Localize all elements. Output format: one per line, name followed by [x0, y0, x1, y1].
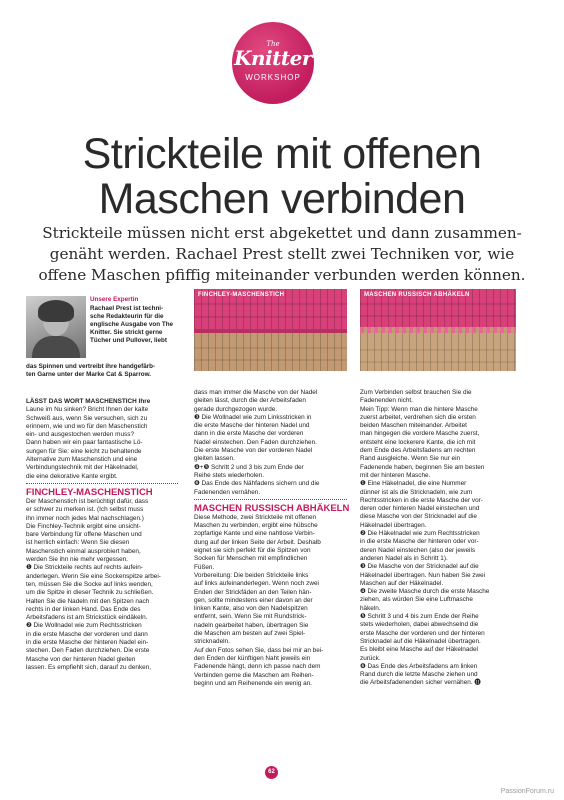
lead-line: genäht werden. Rachael Prest stellt zwei Techniken vor, wie — [49, 245, 515, 263]
body-line: Fadenenden vernähen. — [194, 488, 261, 496]
body-line: linken Kante, also von den Nadelspitzen — [194, 605, 308, 613]
body-line: ❸ Die Wollnadel wie zum Linksstricken in — [194, 413, 312, 421]
body-line: werden Sie ihn nie mehr vergessen. — [26, 556, 128, 564]
body-line: häkeln. — [360, 604, 381, 612]
expert-bio-line: ten Garne unter der Marke Cat & Sparrow. — [26, 371, 152, 378]
body-line: auf links aufeinanderlegen. Wenn noch zwei — [194, 580, 319, 588]
body-line: ten, müssen Sie die Socke auf links wenden, — [26, 580, 153, 588]
text-column-2 — [194, 389, 350, 688]
body-line: Zum Verbinden selbst brauchen Sie die — [360, 389, 472, 396]
body-line: zuerst arbeitet, verdrehen sich die ersten — [360, 413, 476, 421]
body-line: dung auf der linken Seite der Arbeit. Deshalb — [194, 538, 321, 546]
body-line: Fadenende haben, beginnen Sie am besten — [360, 463, 485, 471]
body-line: Laune im Nu sinken? Bricht Ihnen der kalte — [26, 406, 149, 414]
body-line: gerade durchgezogen wurde. — [194, 405, 278, 413]
body-line: um die Spitze in dieser Technik zu schließen. — [26, 589, 154, 597]
logo-brand: Knitter — [234, 46, 312, 70]
section-heading-finchley: FINCHLEY-MASCHENSTICH — [26, 483, 178, 498]
body-line: dünner ist als die Stricknadeln, wie zum — [360, 488, 473, 496]
body-line: die Arbeitsfadenenden sicher vernähen. ⓫ — [360, 679, 481, 687]
body-line: Auf den Fotos sehen Sie, dass bei mir an bei- — [194, 646, 324, 654]
body-line: Mein Tipp: Wenn man die hintere Masche — [360, 405, 478, 413]
body-line: nadeln gearbeitet haben, übertragen Sie — [194, 621, 309, 629]
body-line: Rechtsstricken in die erste Masche der vor- — [360, 496, 483, 504]
body-line: dem Ende des Arbeitsfadens am rechten — [360, 447, 476, 455]
watermark: PassionForum.ru — [500, 788, 554, 795]
body-line: stechen. Den Faden durchziehen. Die erste — [26, 647, 150, 655]
expert-label: Unsere Expertin — [90, 296, 139, 303]
photo-finchley-stitch — [194, 289, 347, 371]
body-line: dann in die erste Masche der vorderen — [194, 430, 304, 438]
body-line: diese Masche von der Stricknadel auf die — [360, 513, 477, 521]
body-line: Dann haben wir ein paar fantastische Lö- — [26, 439, 143, 447]
body-line: Masche von der hinteren Nadel gleiten — [26, 655, 136, 663]
body-line: Socken für Menschen mit empfindlichen — [194, 555, 308, 563]
text-column-1 — [26, 398, 178, 672]
body-line: entfernt, sein. Wenn Sie mit Rundstrick- — [194, 613, 307, 621]
body-line: ❸ Die Masche von der Stricknadel auf die — [360, 563, 479, 571]
body-line: Maschen zu verbinden, ergibt eine hübsche — [194, 522, 318, 530]
body-line: Füßen. — [194, 563, 215, 571]
body-line: ❺ Schritt 3 und 4 bis zum Ende der Reihe — [360, 613, 479, 621]
body-line: deren Nadel einstechen (also der jeweils — [360, 546, 476, 554]
body-line: mit der hinteren Masche. — [360, 471, 431, 479]
lead-line: offene Maschen pfiffig miteinander verbunden werden können. — [38, 266, 526, 284]
expert-bio-line: Rachael Prest ist techni- — [90, 305, 164, 312]
body-line: ❶ Die Strickteile rechts auf rechts aufein- — [26, 564, 143, 572]
body-line: ❷ Die Wollnadel wie zum Rechtsstricken — [26, 622, 142, 630]
body-line: Verbinden gerne die Maschen am Reihen- — [194, 671, 314, 679]
body-line: in die erste Masche der vorderen und dann — [26, 630, 148, 638]
body-line: ❻ Das Ende des Arbeitsfadens am linken — [360, 662, 478, 670]
title-line: Strickteile mit offenen — [82, 130, 482, 178]
body-line: Nadel einstechen. Den Faden durchziehen. — [194, 438, 317, 446]
body-line: Häkelnadel übertragen. — [360, 521, 427, 529]
body-line: anderen Nadel als in Schritt 1). — [360, 554, 448, 562]
body-line: Rand ausgleiche. Wenn Sie nur ein — [360, 455, 461, 463]
body-line: Stricknadel auf die Häkelnadel übertragen. — [360, 637, 481, 645]
body-line: dass man immer die Masche von der Nadel — [194, 389, 318, 396]
body-line: ❹ Die zweite Masche durch die erste Masche — [360, 588, 490, 596]
body-line: beginn und am Reihenende ein wenig an. — [194, 679, 312, 687]
body-line: Vorbereitung: Die beiden Strickteile links — [194, 571, 309, 579]
body-line: ihn immer noch jedes Mal nachschlagen.) — [26, 514, 144, 522]
body-line: Halten Sie die Nadeln mit den Spitzen nach — [26, 597, 150, 605]
section-heading-russisch: MASCHEN RUSSISCH ABHÄKELN — [194, 499, 347, 514]
body-line: ziehen, als würden Sie eine Luftmasche — [360, 596, 473, 604]
body-line: rechts in der linken Hand. Das Ende des — [26, 605, 141, 613]
body-line: LÄSST DAS WORT MASCHENSTICH Ihre — [26, 398, 151, 405]
body-line: gleiten lässt, durch die der Arbeitsfaden — [194, 397, 306, 405]
page-number: 62 — [265, 766, 278, 779]
body-line: die eine dekorative Kante ergibt. — [26, 472, 118, 480]
body-line: ❻ Das Ende des Nähfadens sichern und die — [194, 480, 320, 488]
body-line: in die erste Masche der hinteren Nadel ein- — [26, 639, 149, 647]
expert-bio-line: Tücher und Pullover, liebt — [90, 337, 167, 344]
photo-label: FINCHLEY-MASCHENSTICH — [198, 292, 285, 298]
body-line: stets wiederholen, dabei abwechselnd die — [360, 621, 479, 629]
body-line: Es bleibt eine Masche auf der Häkelnadel — [360, 646, 478, 654]
body-line: Verbindungstechnik mit der Häkelnadel, — [26, 464, 139, 472]
body-line: Arbeitsfadens ist am Strickstück eindäkeln. — [26, 614, 148, 622]
knitter-workshop-logo — [232, 22, 314, 104]
lead-line: Strickteile müssen nicht erst abgekettet und dann zusammen- — [42, 224, 522, 242]
expert-photo — [26, 296, 86, 358]
body-line: Schweiß aus, wenn Sie versuchen, sich zu — [26, 414, 148, 422]
body-line: man hingegen die vordere Masche zuerst, — [360, 430, 480, 438]
body-line: die Maschen am besten auf zwei Spiel- — [194, 630, 306, 638]
page-title — [20, 132, 544, 222]
body-line: Fadenende hängt, denn ich passe nach dem — [194, 663, 321, 671]
body-line: Der Maschenstich ist berüchtigt dafür, dass — [26, 497, 149, 505]
text-column-3 — [360, 389, 516, 688]
body-line: ❷ Die Häkelnadel wie zum Rechtsstricken — [360, 530, 480, 538]
body-line: lassen. Es empfiehlt sich, darauf zu denken, — [26, 663, 152, 671]
body-line: gleiten lassen. — [194, 455, 235, 463]
body-line: entsteht eine lockerere Kante, die ich mit — [360, 438, 476, 446]
body-line: eignet sie sich perfekt für die Spitzen von — [194, 547, 311, 555]
logo-sub: WORKSHOP — [245, 73, 301, 82]
body-line: gen, sollte mindestens einer davon an der — [194, 596, 313, 604]
expert-bio-line: sche Redakteurin für die — [90, 313, 164, 320]
body-line: zopfartige Kante und eine nahtlose Verbin- — [194, 530, 315, 538]
body-line: anderlegen. Wenn Sie eine Sockenspitze arbei- — [26, 572, 161, 580]
body-line: Die Finchley-Technik ergibt eine unsicht- — [26, 522, 141, 530]
body-line: in die erste Masche der hinteren oder vor- — [360, 538, 479, 546]
body-line: Rand durch die letzte Masche ziehen und — [360, 671, 478, 679]
body-line: Maschenstich einmal ausprobiert haben, — [26, 547, 141, 555]
body-line: ❹+❺ Schritt 2 und 3 bis zum Ende der — [194, 463, 304, 471]
logo-the: The — [266, 40, 280, 48]
body-line: erinnern, wie und wo für den Maschenstich — [26, 422, 148, 430]
expert-bio-line: Knitter. Sie strickt gerne — [90, 329, 163, 336]
body-line: ❶ Eine Häkelnadel, die eine Nummer — [360, 480, 467, 488]
expert-box — [26, 296, 178, 386]
body-line: stricknadeln. — [194, 638, 230, 646]
body-line: Reihe stets wiederholen. — [194, 471, 264, 479]
body-line: Maschen auf der Häkelnadel. — [360, 579, 444, 587]
body-line: beiden Maschen miteinander. Arbeitet — [360, 422, 467, 430]
body-line: Fadenenden nicht. — [360, 397, 413, 405]
body-line: den Enden der künftigen Naht jeweils ein — [194, 654, 311, 662]
body-line: ein- und ausgestochen werden muss? — [26, 431, 134, 439]
body-line: zurück. — [360, 654, 381, 662]
body-line: Enden der Strickfäden an den Teilen hän- — [194, 588, 312, 596]
lead-paragraph — [20, 223, 544, 286]
body-line: Alternative zum Maschenstich und eine — [26, 456, 138, 464]
body-line: Die erste Masche von der vorderen Nadel — [194, 447, 313, 455]
body-line: Diese Methode, zwei Strickteile mit offenen — [194, 513, 317, 521]
body-line: die erste Masche der hinteren Nadel und — [194, 422, 310, 430]
title-line: Maschen verbinden — [98, 175, 466, 223]
body-line: sungen für Sie: eine leicht zu behaltende — [26, 447, 142, 455]
body-line: deren oder hinteren Nadel einstechen und — [360, 505, 480, 513]
expert-bio-line: das Spinnen und vertreibt ihre handgefärb- — [26, 363, 156, 370]
body-line: bare Verbindung für offene Maschen und — [26, 531, 142, 539]
expert-bio-line: englische Ausgabe von The — [90, 321, 174, 328]
body-line: er schwer zu merken ist. (Ich selbst muss — [26, 506, 144, 514]
body-line: erste Masche der vorderen und der hinteren — [360, 629, 485, 637]
body-line: Häkelnadel übertragen. Nun haben Sie zwei — [360, 571, 486, 579]
body-line: ist herrlich einfach: Wenn Sie diesen — [26, 539, 130, 547]
photo-crochet-bind-off — [360, 289, 516, 371]
photo-label: MASCHEN RUSSISCH ABHÄKELN — [364, 292, 470, 298]
